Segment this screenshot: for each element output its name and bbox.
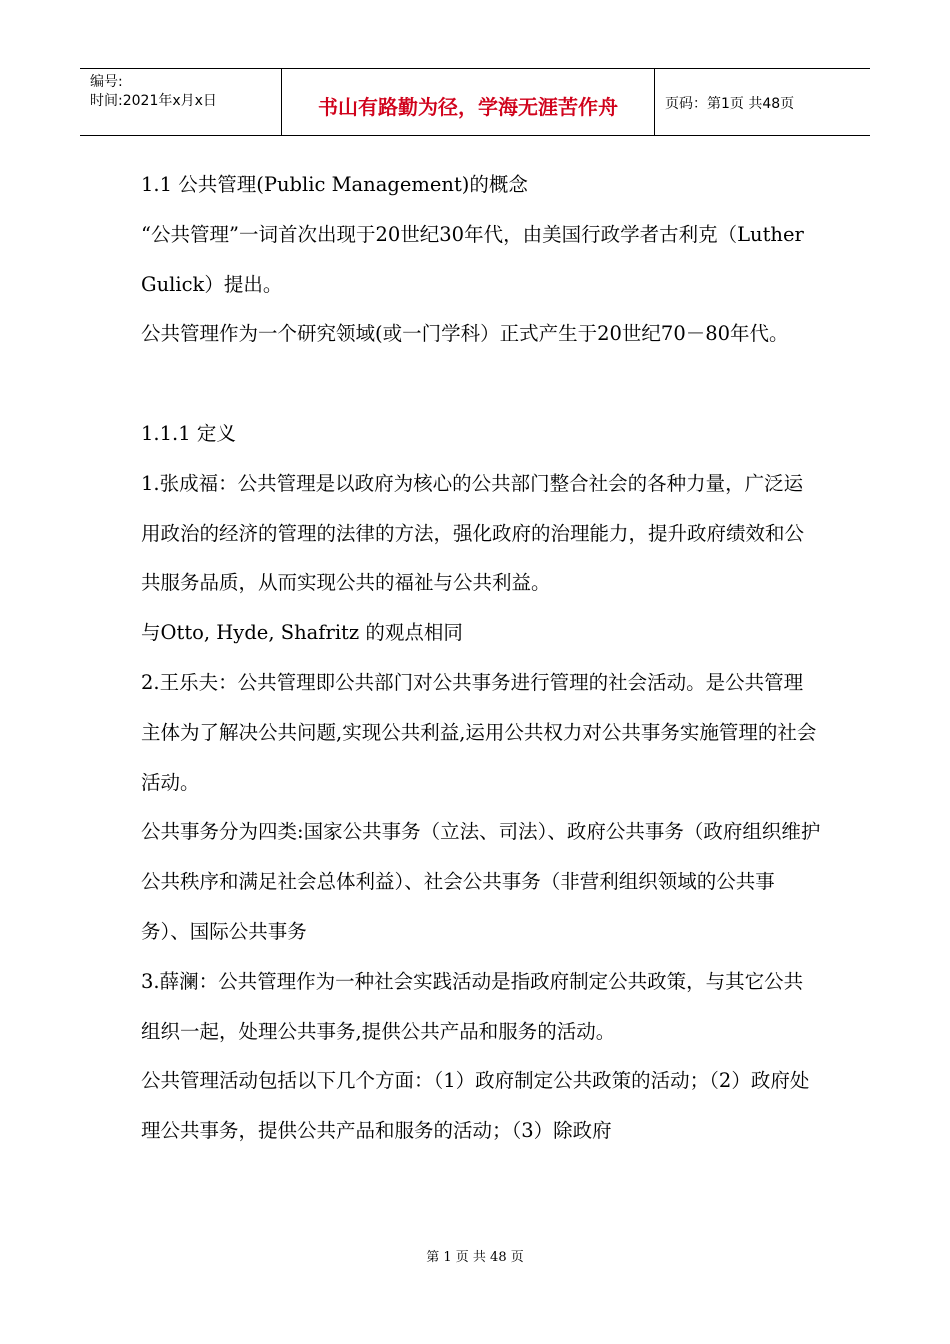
paragraph-same-view: 与Otto, Hyde, Shafritz 的观点相同 bbox=[141, 621, 463, 645]
page-footer bbox=[0, 1246, 950, 1265]
paragraph-definition-1: 1.张成福：公共管理是以政府为核心的公共部门整合社会的各种力量，广泛运用政治的经济的管理的法律的方法，强化政府的治理能力，提升政府绩效和公共服务品质，从而实现公共的福祉与公共利益。 bbox=[141, 471, 805, 595]
paragraph-emergence: 公共管理作为一个研究领域(或一门学科）正式产生于20世纪70－80年代。 bbox=[141, 322, 789, 346]
paragraph-origin: “公共管理”一词首次出现于20世纪30年代，由美国行政学者古利克（Luther Gulick）提出。 bbox=[141, 222, 804, 296]
section-heading-1-1: 1.1 公共管理(Public Management)的概念 bbox=[141, 173, 528, 196]
header-number-label: 编号: bbox=[90, 74, 123, 90]
header-date-label: 时间:2021年x月x日 bbox=[90, 93, 217, 109]
footer-page-number: 第 1 页 共 48 页 bbox=[426, 1250, 524, 1265]
page-header bbox=[80, 68, 870, 136]
header-page-info: 页码：第1页 共48页 bbox=[665, 96, 795, 112]
paragraph-definition-2: 2.王乐夫：公共管理即公共部门对公共事务进行管理的社会活动。是公共管理主体为了解决公共问题,实现公共利益,运用公共权力对公共事务实施管理的社会活动。 bbox=[141, 670, 817, 794]
document-body bbox=[141, 160, 821, 1156]
header-meta-cell bbox=[80, 69, 282, 135]
paragraph-activities: 公共管理活动包括以下几个方面：（1）政府制定公共政策的活动；（2）政府处理公共事务，提供公共产品和服务的活动；（3）除政府 bbox=[141, 1069, 810, 1143]
paragraph-definition-3: 3.薛澜：公共管理作为一种社会实践活动是指政府制定公共政策，与其它公共组织一起，处理公共事务,提供公共产品和服务的活动。 bbox=[141, 969, 804, 1043]
blank-line bbox=[141, 359, 821, 409]
header-motto-cell bbox=[282, 69, 655, 135]
section-heading-1-1-1: 1.1.1 定义 bbox=[141, 421, 236, 445]
header-motto: 书山有路勤为径，学海无涯苦作舟 bbox=[318, 94, 618, 119]
header-page-cell bbox=[655, 69, 870, 135]
paragraph-public-affairs: 公共事务分为四类:国家公共事务（立法、司法）、政府公共事务（政府组织维护公共秩序和满足社会总体利益）、社会公共事务（非营利组织领域的公共事务）、国际公共事务 bbox=[141, 820, 821, 943]
